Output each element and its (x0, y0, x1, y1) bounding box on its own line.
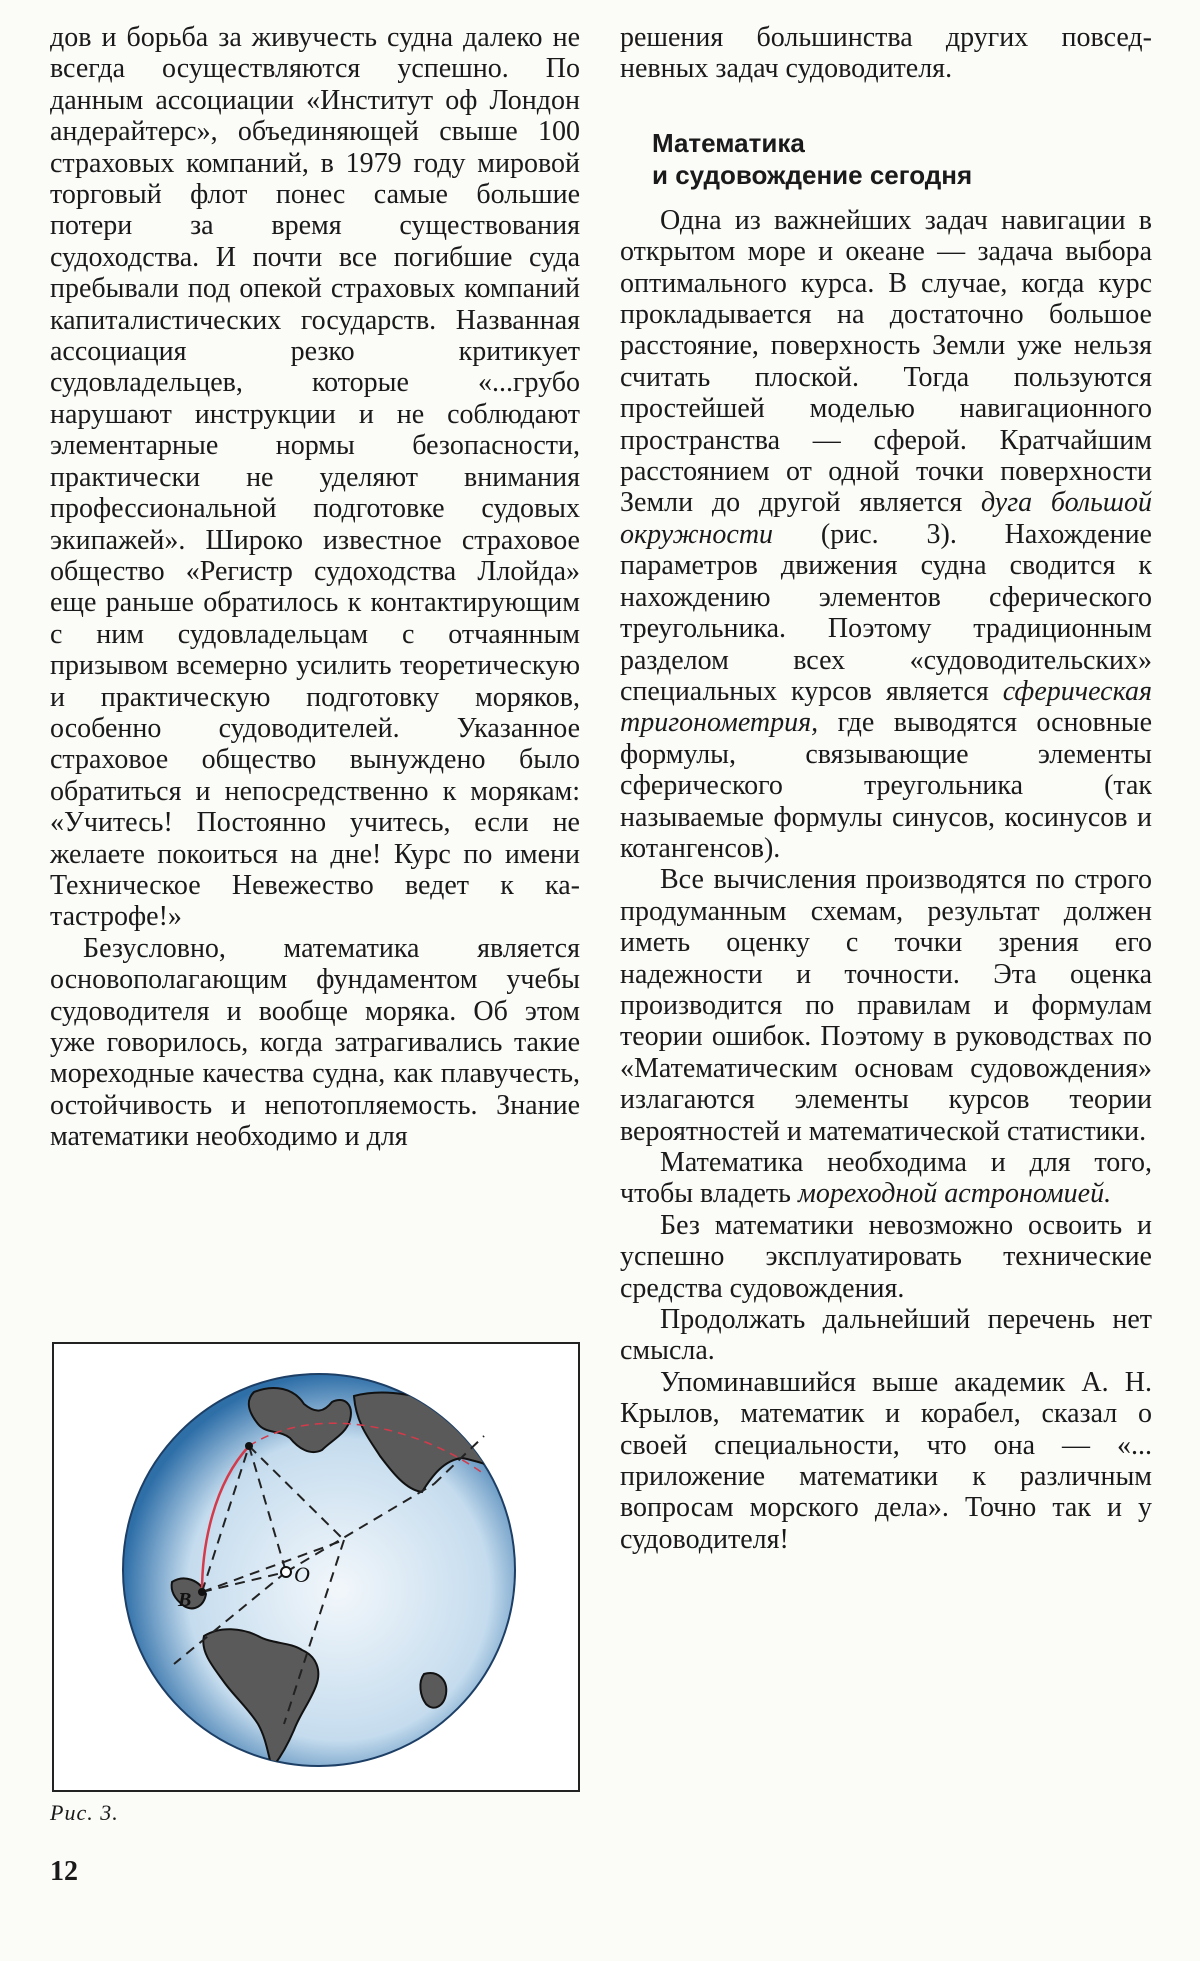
heading-line: Математика (652, 127, 805, 158)
paragraph: Математика необходима и для того, чтобы владеть мореходной астрономией. (620, 1147, 1152, 1210)
left-column (50, 22, 580, 1153)
globe-illustration (54, 1344, 578, 1790)
emphasis: сферическая тригонометрия, (620, 675, 1152, 739)
center-point (281, 1567, 291, 1577)
label-point-b: B (178, 1589, 192, 1611)
paragraph: Безусловно, математика является основополагающим фундаментом учебы судоводителя и вообще моряка. Об этом уже говорилось, когда затрагивались такие мореходные качества судна, как плавучесть, остойчивость и непотопляемость. Знание математики необходимо и для (50, 932, 580, 1153)
paragraph: решения большинства других повседневных задач судоводителя. (620, 22, 1152, 85)
section-heading (652, 127, 1152, 191)
label-center: O (294, 1562, 310, 1587)
paragraph: Упоминавшийся выше академик А. Н. Крылов, математик и корабел, сказал о своей специальности, что она — «... приложение математики к различным вопросам морского дела». Точно так и у судоводителя! (620, 1366, 1152, 1555)
figure-globe (52, 1342, 580, 1792)
paragraph: Без математики невозможно освоить и успешно эксплуатировать технические средства судовождения. (620, 1209, 1152, 1304)
land-africa-south (420, 1673, 446, 1708)
figure-caption: Рис. 3. (50, 1800, 119, 1825)
point-a (245, 1442, 253, 1450)
paragraph: Одна из важнейших задач навигации в открытом море и океане — задача выбора оптимального курса. В случае, когда курс прокладывается на достаточно большое расстояние, поверхность Земли уже нельзя считать плоской. Тогда пользуются простейшей моделью навигационного пространства — сферой. Кратчайшим расстоянием от одной точки поверхности Земли до другой является дуга большой окружности (рис. 3). Нахождение параметров движения судна сводится к нахождению элементов сферического треугольника. Поэтому традиционным разделом всех «судоводительских» специальных курсов является сферическая тригонометрия, где выводятся основные формулы, связывающие элементы сферического треугольника (так называемые формулы синусов, косинусов и котангенсов). (620, 204, 1152, 864)
paragraph: дов и борьба за живучесть судна далеко не всегда осуществляются успешно. По данным ассоциации «Институт оф Лондон андерайтерс», объединяющей свыше 100 страховых компаний, в 1979 году мировой торговый флот понес самые большие потери за время существования судоходства. И почти все погибшие суда пребывали под опекой страховых компаний капиталистических государств. Названная ассоциация резко критикует судовладельцев, которые «...грубо нарушают инструкции и не соблюдают элементарные нормы безопасности, практически не уделяют внимания профессиональной подготовке судовых экипажей». Широко известное страховое общество «Регистр судоходства Ллойда» еще раньше обратилось к контактирующим с ним судовладельцам с отчаянным призывом всемерно усилить теоретическую и практическую подготовку моряков, особенно судоводителей. Указанное страховое общество вынуждено было обратиться и непосредственно к морякам: «Учитесь! Постоянно учитесь, если не желаете покоиться на дне! Курс по имени Техническое Невежество ведет к катастрофе!» (50, 22, 580, 933)
emphasis: мореходной астрономией. (797, 1178, 1112, 1210)
right-column (620, 22, 1152, 1555)
paragraph: Все вычисления производятся по строго продуманным схемам, результат должен иметь оценку с точки зрения его надежности и точности. Эта оценка производится по правилам и формулам теории ошибок. Поэтому в руководствах по «Математическим основам судовождения» излагаются элементы курсов теории вероятностей и математической статистики. (620, 864, 1152, 1147)
page-number: 12 (50, 1856, 78, 1887)
heading-line: и судовождение сегодня (652, 159, 973, 190)
paragraph: Продолжать дальнейший перечень нет смысла. (620, 1304, 1152, 1367)
point-b (198, 1588, 206, 1596)
emphasis: дуга большой окружности (620, 487, 1152, 550)
